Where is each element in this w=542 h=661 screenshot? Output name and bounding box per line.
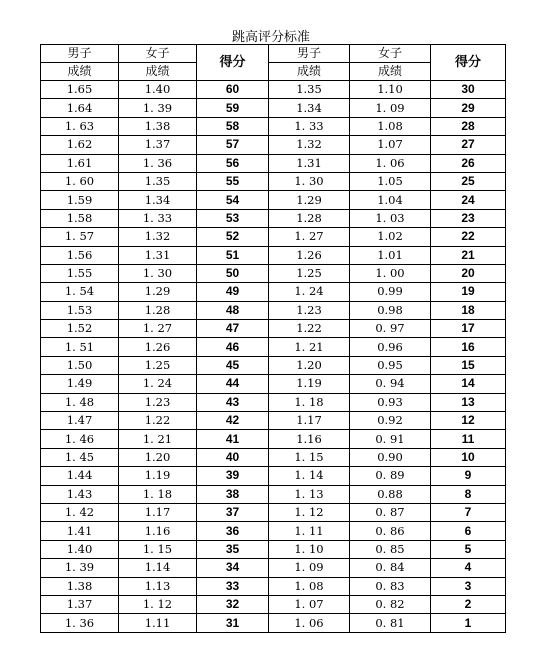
male-result-cell: 1.25 [269, 264, 350, 282]
table-body [41, 81, 506, 633]
female-result-cell: 1. 27 [119, 320, 197, 338]
female-result-cell: 1. 36 [119, 154, 197, 172]
female-result-cell: 0. 87 [350, 503, 431, 521]
female-result-cell: 1. 30 [119, 264, 197, 282]
male-result-cell: 1. 42 [41, 503, 119, 521]
female-result-cell: 0.90 [350, 448, 431, 466]
male-header: 男子 [41, 45, 119, 63]
male-result-cell: 1. 30 [269, 172, 350, 190]
female-result-cell: 0. 94 [350, 375, 431, 393]
female-result-cell: 1.17 [119, 503, 197, 521]
female-result-cell: 1.29 [119, 283, 197, 301]
female-result-cell: 1. 00 [350, 264, 431, 282]
male-result-cell: 1.28 [269, 209, 350, 227]
score-cell: 3 [431, 577, 506, 595]
male-result-cell: 1.38 [41, 577, 119, 595]
table-row [41, 320, 506, 338]
score-cell: 8 [431, 485, 506, 503]
score-cell: 41 [197, 430, 269, 448]
score-cell: 38 [197, 485, 269, 503]
score-cell: 33 [197, 577, 269, 595]
male-result-cell: 1. 13 [269, 485, 350, 503]
score-cell: 59 [197, 99, 269, 117]
result-header: 成绩 [269, 63, 350, 81]
female-result-cell: 1. 15 [119, 540, 197, 558]
male-result-cell: 1.23 [269, 301, 350, 319]
female-result-cell: 1.08 [350, 117, 431, 135]
female-result-cell: 1.40 [119, 81, 197, 99]
score-cell: 37 [197, 503, 269, 521]
male-result-cell: 1. 11 [269, 522, 350, 540]
header-row [41, 45, 506, 63]
score-cell: 12 [431, 412, 506, 430]
score-cell: 56 [197, 154, 269, 172]
male-result-cell: 1.49 [41, 375, 119, 393]
male-result-cell: 1. 18 [269, 393, 350, 411]
female-result-cell: 1.26 [119, 338, 197, 356]
male-result-cell: 1.64 [41, 99, 119, 117]
female-result-cell: 1.16 [119, 522, 197, 540]
score-cell: 47 [197, 320, 269, 338]
male-result-cell: 1. 14 [269, 467, 350, 485]
female-result-cell: 1.14 [119, 559, 197, 577]
female-result-cell: 1.37 [119, 136, 197, 154]
male-result-cell: 1. 60 [41, 172, 119, 190]
female-result-cell: 0.92 [350, 412, 431, 430]
score-cell: 49 [197, 283, 269, 301]
female-result-cell: 0.95 [350, 356, 431, 374]
male-result-cell: 1.59 [41, 191, 119, 209]
female-result-cell: 1. 24 [119, 375, 197, 393]
table-title: 跳高评分标准 [231, 30, 310, 45]
male-result-cell: 1.19 [269, 375, 350, 393]
female-result-cell: 1.22 [119, 412, 197, 430]
table-row [41, 283, 506, 301]
male-result-cell: 1.17 [269, 412, 350, 430]
male-result-cell: 1.53 [41, 301, 119, 319]
score-cell: 51 [197, 246, 269, 264]
male-result-cell: 1. 21 [269, 338, 350, 356]
male-result-cell: 1.62 [41, 136, 119, 154]
female-result-cell: 1.19 [119, 467, 197, 485]
score-cell: 48 [197, 301, 269, 319]
female-result-cell: 0. 84 [350, 559, 431, 577]
table-row [41, 412, 506, 430]
table-row [41, 228, 506, 246]
male-result-cell: 1. 09 [269, 559, 350, 577]
female-result-cell: 0.99 [350, 283, 431, 301]
female-result-cell: 0.93 [350, 393, 431, 411]
male-result-cell: 1. 48 [41, 393, 119, 411]
male-result-cell: 1. 06 [269, 614, 350, 632]
female-result-cell: 1. 21 [119, 430, 197, 448]
female-header: 女子 [350, 45, 431, 63]
male-result-cell: 1. 08 [269, 577, 350, 595]
male-result-cell: 1.41 [41, 522, 119, 540]
table-row [41, 301, 506, 319]
score-cell: 43 [197, 393, 269, 411]
score-cell: 55 [197, 172, 269, 190]
score-cell: 40 [197, 448, 269, 466]
male-result-cell: 1. 15 [269, 448, 350, 466]
female-result-cell: 1. 03 [350, 209, 431, 227]
score-cell: 6 [431, 522, 506, 540]
score-cell: 11 [431, 430, 506, 448]
female-result-cell: 1.20 [119, 448, 197, 466]
female-header: 女子 [119, 45, 197, 63]
score-cell: 26 [431, 154, 506, 172]
score-cell: 52 [197, 228, 269, 246]
table-row [41, 614, 506, 632]
male-result-cell: 1. 33 [269, 117, 350, 135]
score-cell: 53 [197, 209, 269, 227]
score-cell: 58 [197, 117, 269, 135]
female-result-cell: 1.10 [350, 81, 431, 99]
score-cell: 17 [431, 320, 506, 338]
score-cell: 28 [431, 117, 506, 135]
score-cell: 5 [431, 540, 506, 558]
score-cell: 7 [431, 503, 506, 521]
male-result-cell: 1.37 [41, 595, 119, 613]
score-cell: 34 [197, 559, 269, 577]
score-cell: 10 [431, 448, 506, 466]
male-result-cell: 1.20 [269, 356, 350, 374]
table-row [41, 577, 506, 595]
table-row [41, 154, 506, 172]
score-cell: 46 [197, 338, 269, 356]
female-result-cell: 0. 97 [350, 320, 431, 338]
table-row [41, 540, 506, 558]
score-cell: 54 [197, 191, 269, 209]
table-row [41, 356, 506, 374]
score-cell: 50 [197, 264, 269, 282]
female-result-cell: 1.02 [350, 228, 431, 246]
male-result-cell: 1. 10 [269, 540, 350, 558]
female-result-cell: 0. 82 [350, 595, 431, 613]
score-table [40, 44, 506, 633]
score-header: 得分 [197, 45, 269, 81]
male-result-cell: 1. 51 [41, 338, 119, 356]
male-result-cell: 1.32 [269, 136, 350, 154]
female-result-cell: 1. 18 [119, 485, 197, 503]
male-result-cell: 1.16 [269, 430, 350, 448]
table-row [41, 172, 506, 190]
table-row [41, 191, 506, 209]
score-cell: 9 [431, 467, 506, 485]
score-cell: 2 [431, 595, 506, 613]
score-cell: 30 [431, 81, 506, 99]
score-cell: 35 [197, 540, 269, 558]
table-row [41, 375, 506, 393]
male-result-cell: 1.22 [269, 320, 350, 338]
female-result-cell: 1.34 [119, 191, 197, 209]
female-result-cell: 1.35 [119, 172, 197, 190]
male-header: 男子 [269, 45, 350, 63]
score-cell: 20 [431, 264, 506, 282]
female-result-cell: 0.88 [350, 485, 431, 503]
male-result-cell: 1.47 [41, 412, 119, 430]
female-result-cell: 1. 09 [350, 99, 431, 117]
table-row [41, 117, 506, 135]
score-cell: 4 [431, 559, 506, 577]
score-cell: 44 [197, 375, 269, 393]
score-cell: 29 [431, 99, 506, 117]
table-row [41, 264, 506, 282]
score-cell: 18 [431, 301, 506, 319]
male-result-cell: 1.61 [41, 154, 119, 172]
score-cell: 14 [431, 375, 506, 393]
female-result-cell: 1.25 [119, 356, 197, 374]
male-result-cell: 1.58 [41, 209, 119, 227]
female-result-cell: 1. 06 [350, 154, 431, 172]
female-result-cell: 0. 85 [350, 540, 431, 558]
score-cell: 27 [431, 136, 506, 154]
male-result-cell: 1.55 [41, 264, 119, 282]
table-row [41, 467, 506, 485]
female-result-cell: 0. 83 [350, 577, 431, 595]
table-row [41, 393, 506, 411]
table-row [41, 246, 506, 264]
male-result-cell: 1. 46 [41, 430, 119, 448]
female-result-cell: 1.04 [350, 191, 431, 209]
male-result-cell: 1. 39 [41, 559, 119, 577]
male-result-cell: 1.26 [269, 246, 350, 264]
score-cell: 25 [431, 172, 506, 190]
score-cell: 15 [431, 356, 506, 374]
score-cell: 32 [197, 595, 269, 613]
score-cell: 24 [431, 191, 506, 209]
male-result-cell: 1.31 [269, 154, 350, 172]
female-result-cell: 0. 91 [350, 430, 431, 448]
male-result-cell: 1.65 [41, 81, 119, 99]
female-result-cell: 1. 12 [119, 595, 197, 613]
female-result-cell: 1.23 [119, 393, 197, 411]
male-result-cell: 1.35 [269, 81, 350, 99]
female-result-cell: 1.32 [119, 228, 197, 246]
male-result-cell: 1.56 [41, 246, 119, 264]
male-result-cell: 1.44 [41, 467, 119, 485]
male-result-cell: 1.43 [41, 485, 119, 503]
table-row [41, 430, 506, 448]
score-cell: 16 [431, 338, 506, 356]
female-result-cell: 1.11 [119, 614, 197, 632]
male-result-cell: 1. 54 [41, 283, 119, 301]
female-result-cell: 0. 89 [350, 467, 431, 485]
male-result-cell: 1.50 [41, 356, 119, 374]
female-result-cell: 1.13 [119, 577, 197, 595]
female-result-cell: 1.05 [350, 172, 431, 190]
score-cell: 36 [197, 522, 269, 540]
female-result-cell: 1. 39 [119, 99, 197, 117]
score-cell: 57 [197, 136, 269, 154]
score-cell: 23 [431, 209, 506, 227]
score-cell: 21 [431, 246, 506, 264]
male-result-cell: 1.29 [269, 191, 350, 209]
female-result-cell: 1. 33 [119, 209, 197, 227]
female-result-cell: 0. 81 [350, 614, 431, 632]
table-row [41, 595, 506, 613]
male-result-cell: 1. 45 [41, 448, 119, 466]
male-result-cell: 1. 27 [269, 228, 350, 246]
table-row [41, 559, 506, 577]
male-result-cell: 1. 36 [41, 614, 119, 632]
score-cell: 45 [197, 356, 269, 374]
score-cell: 42 [197, 412, 269, 430]
score-cell: 22 [431, 228, 506, 246]
table-row [41, 448, 506, 466]
table-row [41, 136, 506, 154]
female-result-cell: 1.01 [350, 246, 431, 264]
score-cell: 19 [431, 283, 506, 301]
table-row [41, 209, 506, 227]
female-result-cell: 0. 86 [350, 522, 431, 540]
score-cell: 31 [197, 614, 269, 632]
female-result-cell: 0.98 [350, 301, 431, 319]
male-result-cell: 1. 24 [269, 283, 350, 301]
male-result-cell: 1.52 [41, 320, 119, 338]
table-row [41, 485, 506, 503]
table-row [41, 503, 506, 521]
male-result-cell: 1. 57 [41, 228, 119, 246]
table-row [41, 522, 506, 540]
female-result-cell: 1.28 [119, 301, 197, 319]
score-cell: 1 [431, 614, 506, 632]
score-cell: 60 [197, 81, 269, 99]
score-header: 得分 [431, 45, 506, 81]
male-result-cell: 1.40 [41, 540, 119, 558]
table-row [41, 81, 506, 99]
result-header: 成绩 [41, 63, 119, 81]
table-row [41, 338, 506, 356]
female-result-cell: 1.31 [119, 246, 197, 264]
male-result-cell: 1.34 [269, 99, 350, 117]
score-cell: 39 [197, 467, 269, 485]
score-cell: 13 [431, 393, 506, 411]
female-result-cell: 1.07 [350, 136, 431, 154]
result-header: 成绩 [119, 63, 197, 81]
male-result-cell: 1. 63 [41, 117, 119, 135]
female-result-cell: 0.96 [350, 338, 431, 356]
result-header: 成绩 [350, 63, 431, 81]
male-result-cell: 1. 07 [269, 595, 350, 613]
male-result-cell: 1. 12 [269, 503, 350, 521]
table-row [41, 99, 506, 117]
female-result-cell: 1.38 [119, 117, 197, 135]
